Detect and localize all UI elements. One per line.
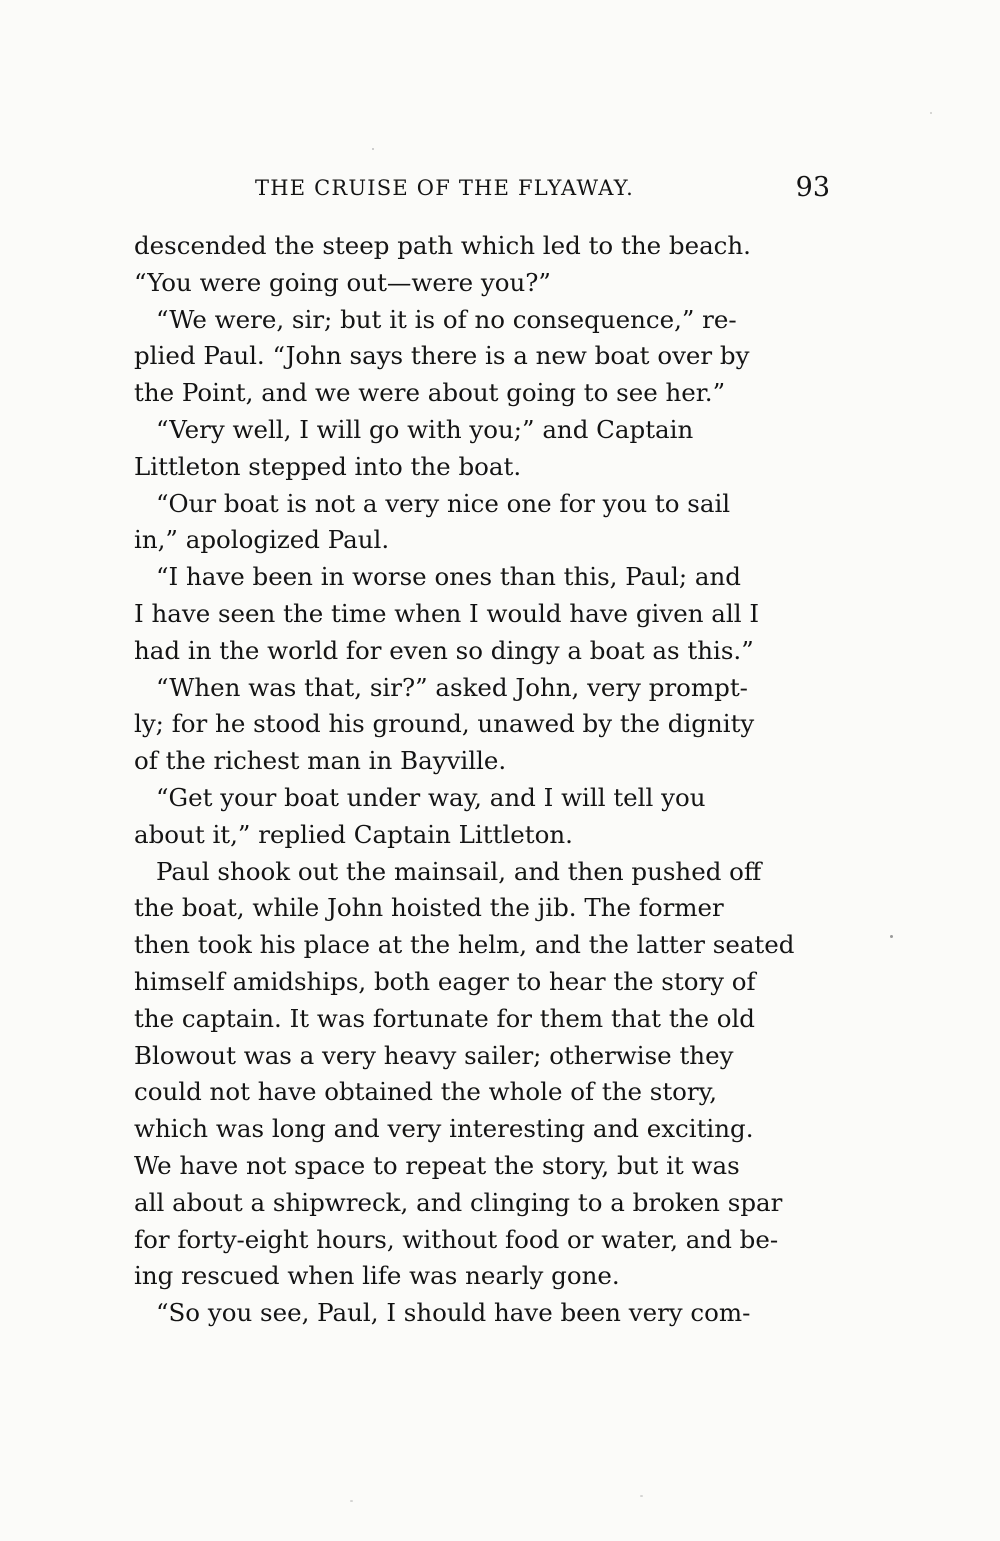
text-line: the captain. It was fortunate for them that the old [134, 1003, 755, 1033]
text-line: Paul shook out the mainsail, and then pushed off [156, 856, 762, 886]
text-line: could not have obtained the whole of the story, [134, 1077, 718, 1107]
text-line: “Get your boat under way, and I will tell you [156, 782, 706, 812]
text-line: had in the world for even so dingy a boat as this.” [134, 635, 754, 665]
scan-speck [890, 935, 893, 938]
text-line: ly; for he stood his ground, unawed by the dignity [134, 709, 755, 739]
text-line: which was long and very interesting and exciting. [134, 1114, 754, 1144]
text-line: in,” apologized Paul. [134, 525, 390, 555]
text-line: “You were going out—were you?” [134, 267, 551, 297]
text-line: “Very well, I will go with you;” and Captain [156, 414, 694, 444]
text-line: then took his place at the helm, and the latter seated [134, 930, 795, 960]
text-line: “When was that, sir?” asked John, very prompt- [156, 672, 748, 702]
text-line: “So you see, Paul, I should have been very com- [156, 1298, 751, 1328]
page-number: 93 [795, 172, 830, 203]
text-line: “We were, sir; but it is of no consequence,” re- [156, 304, 737, 334]
text-line: I have seen the time when I would have given all I [134, 598, 760, 628]
book-title: THE CRUISE OF THE FLYAWAY. [255, 176, 634, 200]
text-line: all about a shipwreck, and clinging to a broken spar [134, 1187, 783, 1217]
text-line: of the richest man in Bayville. [134, 746, 507, 776]
text-line: We have not space to repeat the story, but it was [134, 1150, 740, 1180]
body-text [134, 228, 830, 1338]
running-header [255, 172, 830, 212]
text-line: the boat, while John hoisted the jib. The former [134, 893, 724, 923]
text-line: for forty-eight hours, without food or water, and be- [134, 1224, 779, 1254]
text-line: ing rescued when life was nearly gone. [134, 1261, 620, 1291]
text-line: “I have been in worse ones than this, Paul; and [156, 562, 741, 592]
text-line: Littleton stepped into the boat. [134, 451, 522, 481]
scan-speck [640, 1495, 643, 1497]
text-line: “Our boat is not a very nice one for you to sail [156, 488, 731, 518]
text-line: himself amidships, both eager to hear the story of [134, 966, 756, 996]
text-line: descended the steep path which led to the beach. [134, 231, 751, 260]
scan-speck [930, 112, 932, 114]
text-line: Blowout was a very heavy sailer; otherwise they [134, 1040, 734, 1070]
text-line: plied Paul. “John says there is a new boat over by [134, 341, 750, 371]
scan-speck [350, 1500, 353, 1502]
text-line: about it,” replied Captain Littleton. [134, 819, 573, 849]
scan-speck [372, 148, 374, 150]
text-line: the Point, and we were about going to see her.” [134, 378, 726, 408]
